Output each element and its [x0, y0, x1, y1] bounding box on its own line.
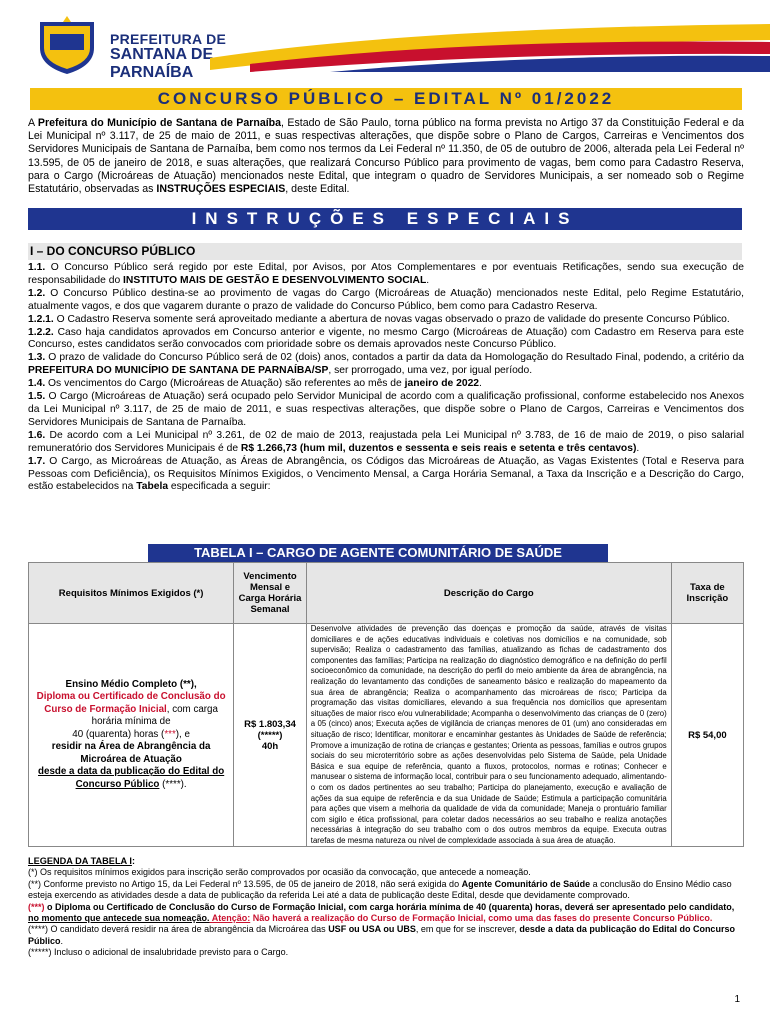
req-text: (****). — [159, 778, 187, 790]
intro-bold: INSTRUÇÕES ESPECIAIS — [156, 183, 286, 196]
item-text: . — [426, 274, 430, 286]
legend-item — [28, 902, 744, 925]
req-red-text: Diploma ou Certificado de Conclusão do Curso de Formação Inicial — [36, 691, 226, 715]
org-name-line2: SANTANA DE PARNAÍBA — [110, 46, 214, 81]
intro-text: A — [28, 117, 38, 129]
legend-bold: desde a data da publicação do Edital do Concurso Público — [28, 924, 735, 946]
req-red-text: *** — [164, 728, 176, 740]
legend-bold: Agente Comunitário de Saúde — [461, 878, 591, 889]
item-1-3 — [28, 352, 744, 378]
edital-title: CONCURSO PÚBLICO – EDITAL Nº 01/2022 — [157, 89, 615, 108]
req-text: residir na Área de Abrangência da Microárea de Atuação — [51, 741, 211, 765]
item-1-5 — [28, 391, 744, 430]
legend-text: , em que for se inscrever, — [415, 924, 520, 935]
requirements-cell — [29, 624, 234, 847]
item-text: O Cadastro Reserva somente será aproveitado mediante a abertura de novas vagas observado o prazo de validade do presente Concurso Público. — [53, 313, 730, 325]
table-legend — [28, 856, 744, 959]
legend-text: (****) O candidato deverá residir na área de abrangência da Microárea das — [28, 924, 329, 935]
salary-note: (*****) — [257, 729, 283, 741]
coat-of-arms-icon — [30, 14, 104, 76]
org-name-line1: PREFEITURA DE — [110, 31, 227, 47]
item-text: O Concurso Público destina-se ao provimento de vagas do Cargo (Microáreas de Atuação) mencionados neste Edital, pelo Regime Estatutário, atualmente vagos, e dos que vagarem durante o prazo de validade do Concurso Público, bem como para Cadastro Reserva. — [28, 287, 744, 312]
table-title: TABELA I – CARGO DE AGENTE COMUNITÁRIO DE SAÚDE — [148, 544, 608, 562]
page-number: 1 — [734, 994, 740, 1005]
req-text: desde a data da publicação do Edital do Concurso Público — [38, 766, 225, 790]
item-1-1 — [28, 262, 744, 288]
item-text: O Cargo (Microáreas de Atuação) será ocupado pelo Servidor Municipal de acordo com a qualificação profissional, conforme estabelecido nos Anexos da Lei Municipal nº 3.117, de 25 de maio de 2011, e suas respectivas alterações, que dispõe sobre o Plano de Cargos, Carreiras e Vencimentos dos Servidores Municipais de Santana de Parnaíba. — [28, 391, 744, 428]
edital-title-bar — [30, 88, 742, 110]
legend-red: Não haverá a realização do Curso de Formação Inicial, como uma das fases do presente Concurso Público. — [250, 913, 713, 924]
item-bold: janeiro de 2022 — [404, 378, 480, 390]
salary-value: R$ 1.803,34 — [244, 718, 296, 730]
req-text: Ensino Médio Completo (**), — [65, 678, 197, 690]
item-number: 1.7. — [28, 455, 46, 467]
legend-item — [28, 879, 744, 902]
header-requirements: Requisitos Mínimos Exigidos (*) — [29, 563, 234, 624]
item-number: 1.2.2. — [28, 326, 54, 338]
req-text: 40 (quarenta) horas ( — [72, 728, 165, 740]
item-1-2-1 — [28, 314, 744, 327]
item-number: 1.3. — [28, 352, 46, 364]
item-number: 1.5. — [28, 391, 46, 403]
item-number: 1.2. — [28, 287, 46, 299]
req-text: ), e — [175, 728, 190, 740]
item-text: O Cargo, as Microáreas de Atuação, as Áreas de Abrangência, os Códigos das Microáreas de Atuação, as Vagas Existentes (Total e Reserva para Pessoas com Deficiência), os Requisitos Mínimos Exigidos, o Vencimento Mensal, a Carga Horária Semanal, a Taxa da Inscrição e a Descrição do Cargo, estão estabelecidos na — [28, 455, 744, 493]
legend-title — [28, 856, 744, 867]
table-row — [29, 624, 744, 847]
header-fee: Taxa de Inscrição — [671, 563, 743, 624]
item-text: . — [636, 442, 640, 454]
item-1-2 — [28, 288, 744, 314]
intro-bold: Prefeitura do Município de Santana de Parnaíba — [37, 117, 282, 129]
legend-bold: USF ou USA ou UBS — [328, 924, 416, 935]
legend-title-text: LEGENDA DA TABELA I — [28, 856, 132, 866]
item-bold: PREFEITURA DO MUNICÍPIO DE SANTANA DE PARNAÍBA/SP — [28, 365, 329, 377]
item-bold: INSTITUTO MAIS DE GESTÃO E DESENVOLVIMENTO SOCIAL — [123, 274, 427, 286]
item-number: 1.4. — [28, 378, 46, 390]
item-number: 1.1. — [28, 262, 46, 273]
section-items — [28, 262, 744, 494]
item-number: 1.2.1. — [28, 313, 54, 325]
item-text: , ser prorrogado, uma vez, por igual período. — [328, 365, 533, 377]
legend-bold: o Diploma ou Certificado de Conclusão do Curso de Formação Inicial, com carga horária mínima de 40 (quarenta) horas, deverá ser apresentado pelo candidato, — [44, 901, 735, 912]
item-text: especificada a seguir: — [168, 481, 271, 493]
job-table — [28, 562, 744, 847]
req-text: , com carga horária mínima de — [91, 703, 218, 728]
item-bold: Tabela — [136, 481, 169, 493]
description-cell: Desenvolve atividades de prevenção das doenças e promoção da saúde, através de visitas domiciliares e de ações educativas individuais e coletivas nos domicílios e na comunidade, sob supervisão; Realiza o cadastramento das famílias, atualizando as fichas de cadastramento dos componentes das famílias; Participa na realização do diagnóstico demográfico e na definição do perfil socioeconômico da comunidade, na descrição do perfil do meio ambiente da área de abrangência, na realização do levantamento das condições de saneamento básico e realização do mapeamento da sua área de abrangência; Realiza o acompanhamento das microáreas de risco; Participa da programação das visitas domiciliares, elevando a sua frequência nos domicílios que apresentam situações de maior risco e/ou vulnerabilidade; Acompanha o desenvolvimento das crianças de 0 (zero) a 05 (cinco) anos; Executa ações de vigilância de crianças menores de 01 (um) ano consideradas em situação de risco; Identificar, monitorar e encaminhar gestantes às Unidades de Saúde de referência; Promove a imunização de rotina de crianças e gestantes; Orienta as pessoas, famílias e outros grupos sociais do seu microterritório sobre as ações desenvolvidas pelo Sistema de Saúde, pela Unidade Básica e sua equipe de referência, quanto a fluxos, protocolos, normas e rotinas; Conhecer e manusear o sistema de informação local, contribuir para o seu funcionamento adequado, alimentando-o com os dados pertinentes ao seu trabalho; Participa do planejamento, execução e avaliação de ações da sua equipe de referência e da sua Unidade de Saúde; Estimula a participação comunitária para ações que visem a melhoria da qualidade de vida da comunidade; Maneja o prontuário familiar com sigilo e ética profissional, para coletar dados necessários ao seu trabalho e realiza anotações necessárias à integração do seu trabalho com o dos outros membros da equipe. Executa outras tarefas de mesma natureza ou nível de complexidade associada à sua área de atuação. — [306, 624, 671, 847]
item-text: De acordo com a Lei Municipal nº 3.261, de 02 de maio de 2013, reajustada pela Lei Municipal nº 3.783, de 16 de maio de 2019, o piso salarial remuneratório dos Servidores Municipais é de — [28, 429, 744, 454]
item-1-4 — [28, 378, 744, 391]
item-text: Caso haja candidatos aprovados em Concurso anterior e vigente, no mesmo Cargo (Microáreas de Atuação) com Cadastro em Reserva para este Concurso, estes candidatos serão convocados com prioridade sobre os demais aprovados neste Concurso Público. — [28, 326, 744, 351]
header-salary: Vencimento Mensal e Carga Horária Semanal — [234, 563, 307, 624]
intro-text: , Estado de São Paulo, torna público na forma prevista no Artigo 37 da Constituição Federal e da Lei Municipal nº 3.117, de 25 de maio de 2011, e suas respectivas alterações, que dispõe sobre o Plano de Cargos, Carreiras e Vencimentos dos Servidores Municipais de Santana de Parnaíba, bem como nos termos da Lei Federal nº 11.350, de 05 de outubro de 2006, alterada pela Lei Federal nº 13.595, de 05 de janeiro de 2018, e suas alterações, que realizará Concurso Público para provimento de vagas, bem como para Cadastro Reserva, para o Cargo (Microáreas de Atuação) mencionados neste Edital, que integram o quadro de Servidores Municipais, a ser nomeado sob o Regime Estatutário, observadas as — [28, 117, 744, 196]
header-stripe — [210, 18, 770, 72]
section-title: I – DO CONCURSO PÚBLICO — [30, 244, 196, 258]
fee-cell: R$ 54,00 — [671, 624, 743, 847]
instructions-title: INSTRUÇÕES ESPECIAIS — [191, 209, 579, 228]
municipality-logo — [30, 14, 230, 81]
legend-text: a conclusão do Ensino Médio caso esteja exercendo as atividades desde a data de publicação da referida Lei até a data de publicação deste Edital, desde que devidamente comprovado. — [28, 878, 732, 901]
legend-item: (*) Os requisitos mínimos exigidos para inscrição serão comprovados por ocasião da convocação, que antecede a nomeação. — [28, 867, 531, 878]
intro-text: , deste Edital. — [285, 183, 350, 196]
salary-cell — [234, 624, 307, 847]
item-number: 1.6. — [28, 429, 46, 441]
legend-text: . — [60, 935, 64, 946]
legend-title-end: : — [131, 856, 135, 866]
legend-red: (***) — [28, 901, 45, 912]
legend-attention: Atenção: — [209, 913, 251, 924]
item-bold: R$ 1.266,73 (hum mil, duzentos e sessenta e seis reais e setenta e três centavos) — [240, 442, 637, 454]
table-header-row — [29, 563, 744, 624]
legend-item — [28, 924, 744, 947]
section-heading — [28, 243, 742, 260]
item-1-6 — [28, 430, 744, 456]
item-text: . — [479, 378, 482, 390]
item-1-7 — [28, 456, 744, 495]
legend-underline: no momento que antecede sua nomeação. — [28, 913, 210, 924]
item-text: Os vencimentos do Cargo (Microáreas de Atuação) são referentes ao mês de — [45, 378, 405, 390]
weekly-hours: 40h — [261, 740, 279, 752]
header-description: Descrição do Cargo — [306, 563, 671, 624]
intro-paragraph — [28, 117, 744, 196]
item-1-2-2 — [28, 327, 744, 353]
legend-text: (**) Conforme previsto no Artigo 15, da Lei Federal nº 13.595, de 05 de janeiro de 2018, não será exigida do — [28, 878, 462, 889]
legend-item: (*****) Incluso o adicional de insalubridade previsto para o Cargo. — [28, 947, 289, 958]
item-text: O prazo de validade do Concurso Público será de 02 (dois) anos, contados a partir da data da Homologação do Resultado Final, podendo, a critério da — [45, 352, 744, 364]
instructions-bar — [28, 208, 742, 230]
item-text: O Concurso Público será regido por este Edital, por Avisos, por Atos Complementares e por eventuais Retificações, sendo sua execução de responsabilidade do — [28, 262, 744, 286]
